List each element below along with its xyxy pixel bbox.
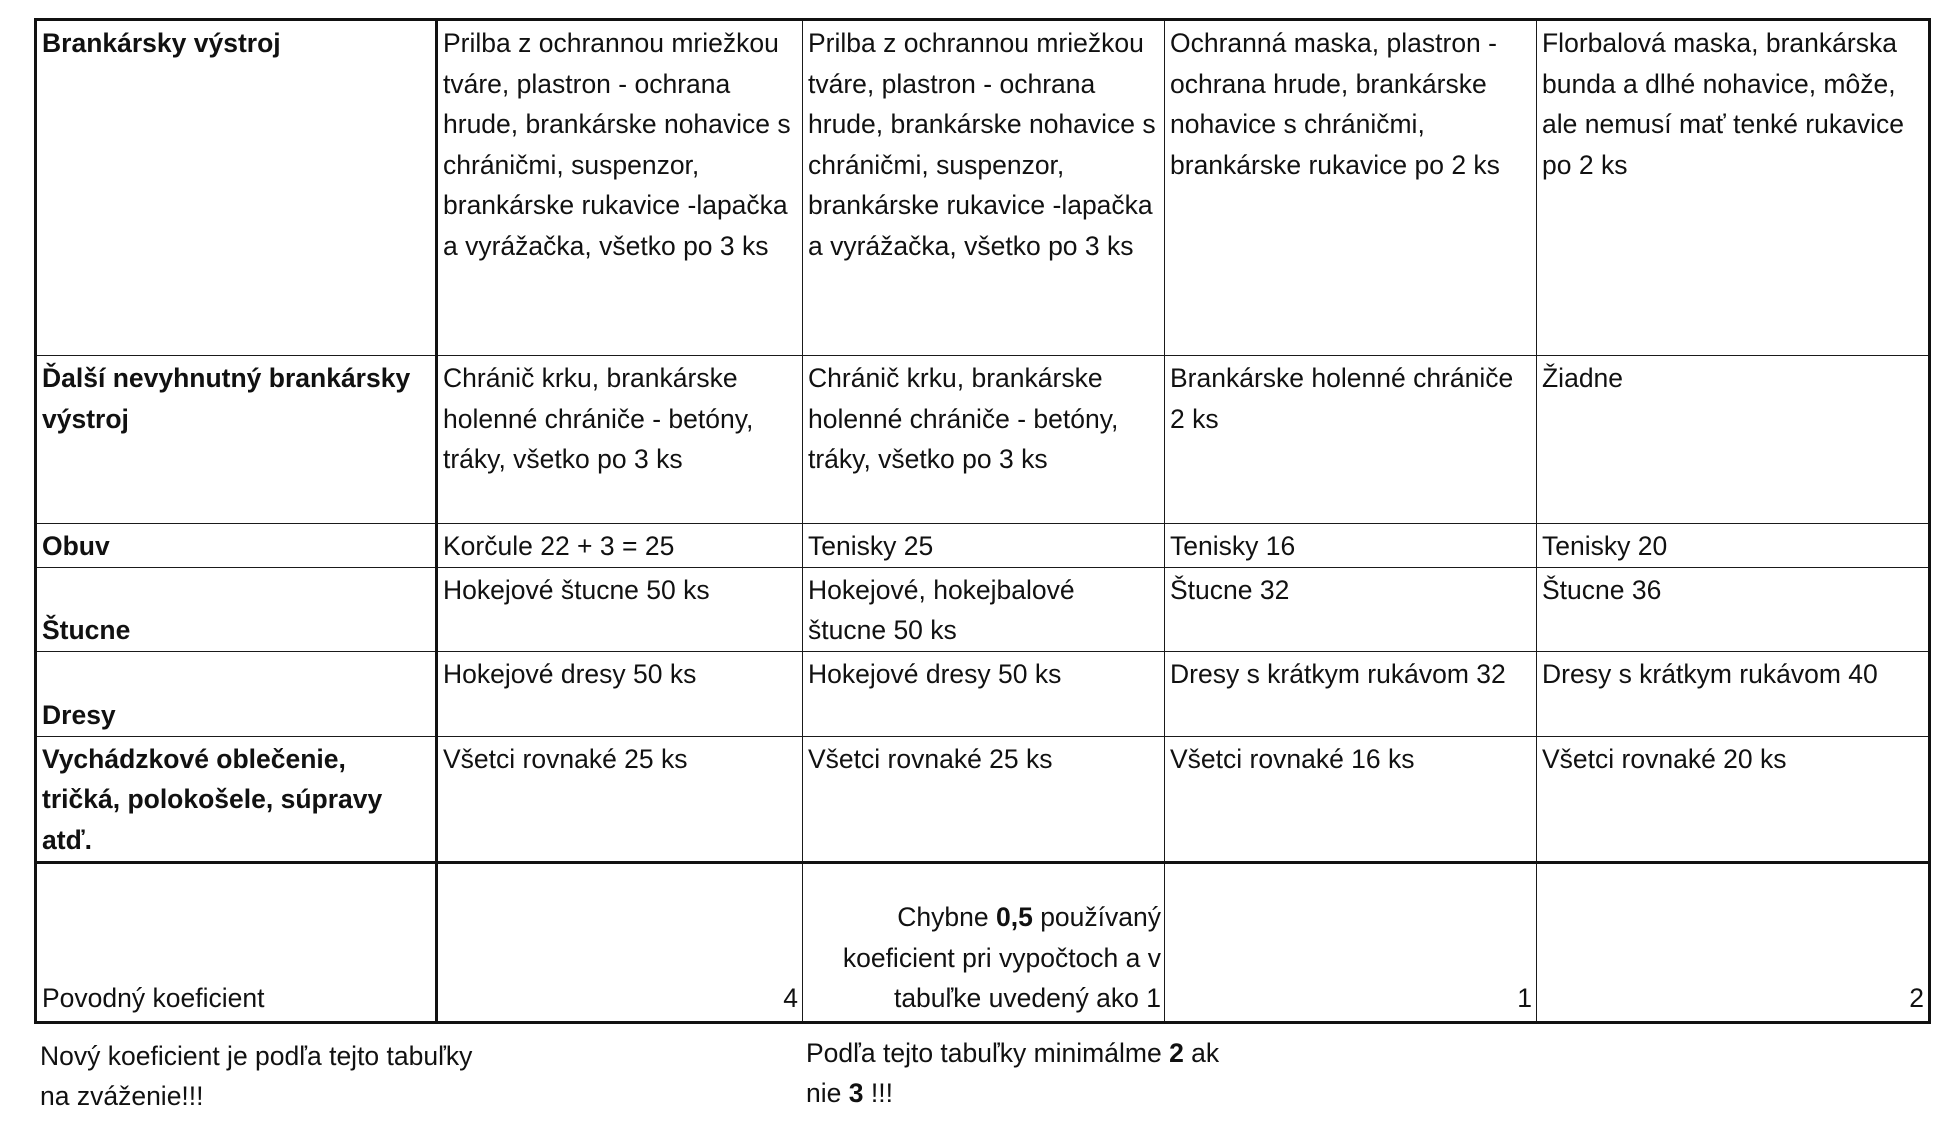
table-cell: Štucne 36 [1537,567,1930,651]
table-cell: Hokejové dresy 50 ks [803,651,1165,736]
table-cell: Hokejové štucne 50 ks [437,567,803,651]
table-cell: Hokejové, hokejbalové štucne 50 ks [803,567,1165,651]
table-row [36,20,1930,356]
table-cell: Všetci rovnaké 16 ks [1165,736,1537,862]
row-label-footwear: Obuv [36,524,437,568]
table-cell: Chránič krku, brankárske holenné chrániče - betóny, tráky, všetko po 3 ks [803,356,1165,524]
footer-text: Podľa tejto tabuľky minimálme [806,1038,1170,1068]
footer-text: ak nie [806,1038,1220,1108]
note-bold-value: 0,5 [995,902,1033,932]
table-cell: Tenisky 20 [1537,524,1930,568]
row-label-socks: Štucne [36,567,437,651]
coefficient-value: 4 [437,862,803,1022]
coefficient-note [803,862,1165,1022]
row-label-jerseys: Dresy [36,651,437,736]
table-cell: Tenisky 16 [1165,524,1537,568]
footer-bold-value: 3 [848,1078,864,1108]
footer-text: !!! [863,1078,893,1108]
table-row [36,736,1930,862]
table-cell: Chránič krku, brankárske holenné chrániče - betóny, tráky, všetko po 3 ks [437,356,803,524]
table-cell: Florbalová maska, brankárska bunda a dlhé nohavice, môže, ale nemusí mať tenké rukavice po 2 ks [1537,20,1930,356]
row-label-other-goalie-equipment: Ďalší nevyhnutný brankársky výstroj [36,356,437,524]
table-row [36,651,1930,736]
table-cell: Brankárske holenné chrániče 2 ks [1165,356,1537,524]
row-label-original-coefficient: Povodný koeficient [36,862,437,1022]
table-row [36,567,1930,651]
table-cell: Všetci rovnaké 25 ks [437,736,803,862]
row-label-casual-wear: Vychádzkové oblečenie, tričká, polokošele, súpravy atď. [36,736,437,862]
equipment-table [34,18,1931,1024]
row-label-goalie-equipment: Brankársky výstroj [36,20,437,356]
footer-note-right [806,1033,1226,1113]
table-cell: Všetci rovnaké 25 ks [803,736,1165,862]
table-cell: Korčule 22 + 3 = 25 [437,524,803,568]
table-cell: Prilba z ochrannou mriežkou tváre, plastron - ochrana hrude, brankárske nohavice s chráničmi, suspenzor, brankárske rukavice -lapačka a vyrážačka, všetko po 3 ks [803,20,1165,356]
table-row [36,862,1930,1022]
table-cell: Štucne 32 [1165,567,1537,651]
table-cell: Všetci rovnaké 20 ks [1537,736,1930,862]
note-text: používaný koeficient pri vypočtoch a v tabuľke uvedený ako 1 [842,902,1161,1013]
table-cell: Prilba z ochrannou mriežkou tváre, plastron - ochrana hrude, brankárske nohavice s chráničmi, suspenzor, brankárske rukavice -lapačka a vyrážačka, všetko po 3 ks [437,20,803,356]
table-cell: Dresy s krátkym rukávom 40 [1537,651,1930,736]
coefficient-value: 2 [1537,862,1930,1022]
table-cell: Ochranná maska, plastron - ochrana hrude, brankárske nohavice s chráničmi, brankárske rukavice po 2 ks [1165,20,1537,356]
note-text: Chybne [897,902,996,932]
footer-bold-value: 2 [1169,1038,1184,1068]
table-cell: Tenisky 25 [803,524,1165,568]
table-row [36,356,1930,524]
table-cell: Žiadne [1537,356,1930,524]
table-row [36,524,1930,568]
footer-note-left: Nový koeficient je podľa tejto tabuľky na zváženie!!! [40,1041,473,1111]
coefficient-value: 1 [1165,862,1537,1022]
table-cell: Dresy s krátkym rukávom 32 [1165,651,1537,736]
table-cell: Hokejové dresy 50 ks [437,651,803,736]
